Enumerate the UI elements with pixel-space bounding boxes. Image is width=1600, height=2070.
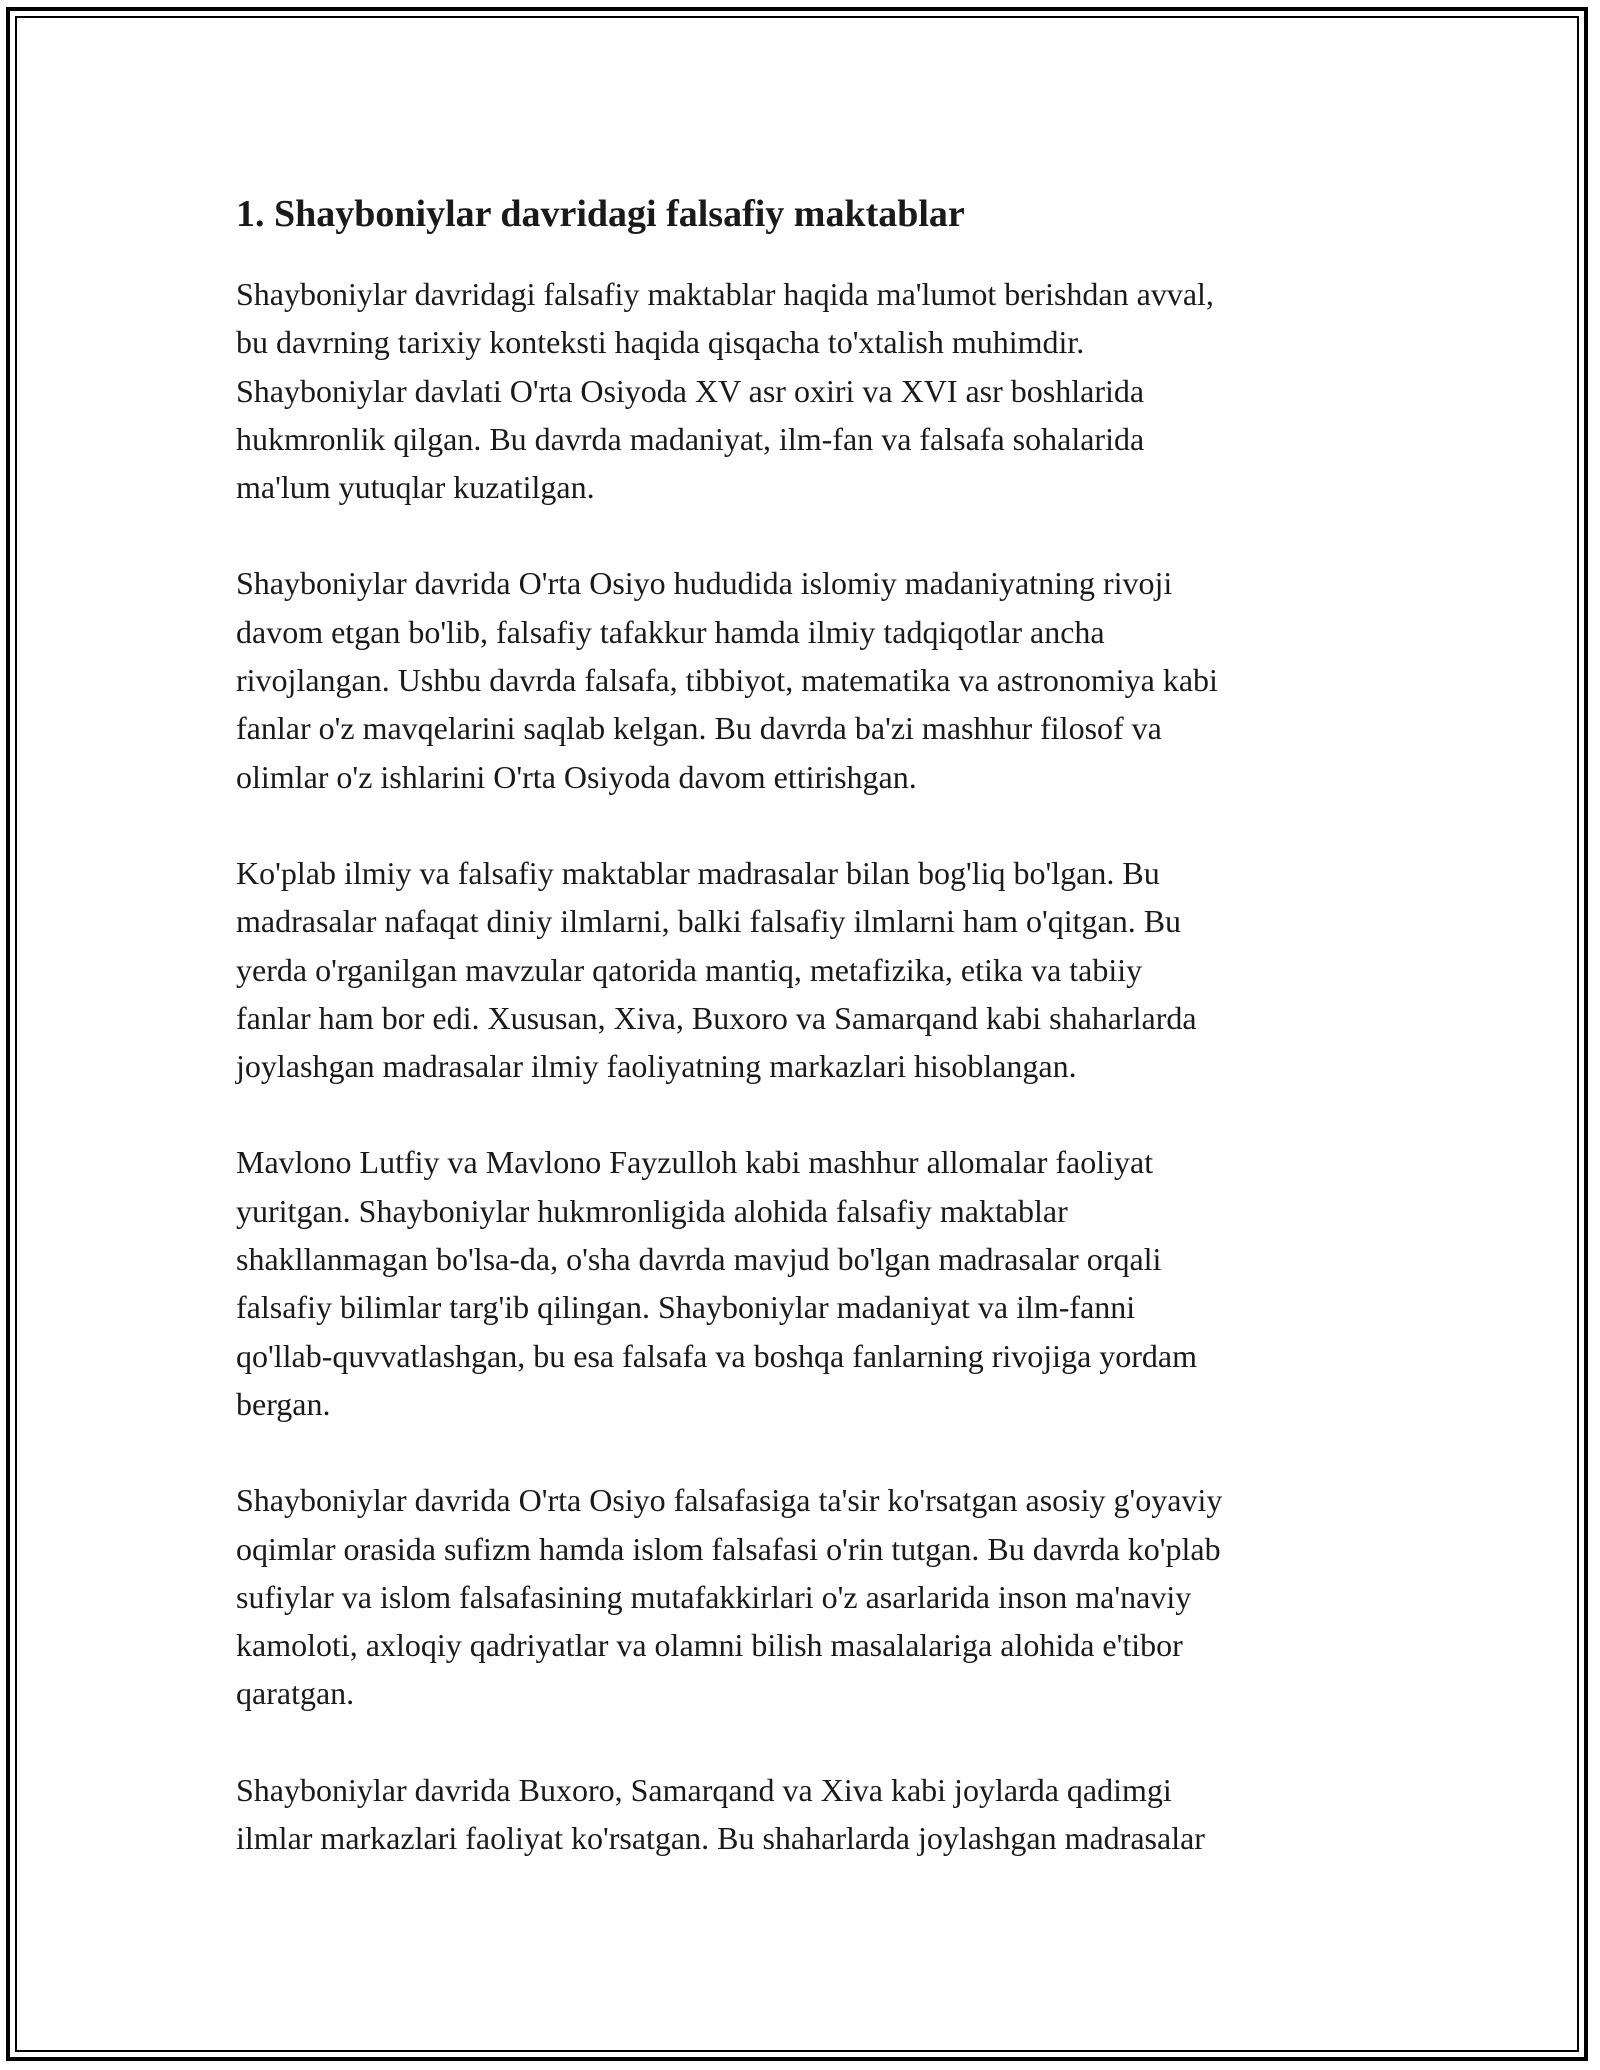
paragraph-line: Shayboniylar davridagi falsafiy maktablar haqida ma'lumot berishdan avval, xyxy=(236,276,1214,312)
paragraph-line: fanlar ham bor edi. Xususan, Xiva, Buxoro va Samarqand kabi shaharlarda xyxy=(236,999,1197,1036)
paragraph-4 xyxy=(236,1138,1366,1428)
paragraph-line: qo'llab-quvvatlashgan, bu esa falsafa va boshqa fanlarning rivojiga yordam xyxy=(236,1337,1198,1374)
document-body xyxy=(236,186,1366,1910)
paragraph-line: qaratgan. xyxy=(236,1675,355,1712)
paragraph-line: rivojlangan. Ushbu davrda falsafa, tibbiyot, matematika va astronomiya kabi xyxy=(236,662,1218,699)
paragraph-line: hukmronlik qilgan. Bu davrda madaniyat, ilm-fan va falsafa sohalarida xyxy=(236,420,1145,457)
paragraph-line: ma'lum yutuqlar kuzatilgan. xyxy=(236,469,595,506)
paragraph-line: davom etgan bo'lib, falsafiy tafakkur hamda ilmiy tadqiqotlar ancha xyxy=(236,613,1105,650)
paragraph-line: Shayboniylar davlati O'rta Osiyoda XV asr oxiri va XVI asr boshlarida xyxy=(236,372,1145,409)
paragraph-line: Shayboniylar davrida O'rta Osiyo hududida islomiy madaniyatning rivoji xyxy=(236,565,1173,602)
paragraph-line: kamoloti, axloqiy qadriyatlar va olamni bilish masalalariga alohida e'tibor xyxy=(236,1627,1183,1664)
paragraph-1 xyxy=(236,270,1366,511)
paragraph-line: sufiylar va islom falsafasining mutafakkirlari o'z asarlarida inson ma'naviy xyxy=(236,1578,1192,1615)
paragraph-line: olimlar o'z ishlarini O'rta Osiyoda davom ettirishgan. xyxy=(236,758,917,795)
paragraph-line: falsafiy bilimlar targ'ib qilingan. Shayboniylar madaniyat va ilm-fanni xyxy=(236,1289,1136,1326)
paragraph-line: bergan. xyxy=(236,1385,331,1422)
paragraph-line: Ko'plab ilmiy va falsafiy maktablar madrasalar bilan bog'liq bo'lgan. Bu xyxy=(236,854,1160,891)
paragraph-line: bu davrning tarixiy konteksti haqida qisqacha to'xtalish muhimdir. xyxy=(236,324,1085,361)
paragraph-2 xyxy=(236,559,1366,800)
paragraph-line: Mavlono Lutfiy va Mavlono Fayzulloh kabi mashhur allomalar faoliyat xyxy=(236,1144,1154,1181)
paragraph-line: yuritgan. Shayboniylar hukmronligida alohida falsafiy maktablar xyxy=(236,1192,1068,1229)
paragraph-line: ilmlar markazlari faoliyat ko'rsatgan. Bu shaharlarda joylashgan madrasalar xyxy=(236,1820,1205,1857)
paragraph-line: Shayboniylar davrida O'rta Osiyo falsafasiga ta'sir ko'rsatgan asosiy g'oyaviy xyxy=(236,1482,1223,1519)
paragraph-line: Shayboniylar davrida Buxoro, Samarqand va Xiva kabi joylarda qadimgi xyxy=(236,1771,1172,1808)
paragraph-5 xyxy=(236,1476,1366,1717)
paragraph-line: shakllanmagan bo'lsa-da, o'sha davrda mavjud bo'lgan madrasalar orqali xyxy=(236,1241,1162,1278)
paragraph-line: fanlar o'z mavqelarini saqlab kelgan. Bu davrda ba'zi mashhur filosof va xyxy=(236,710,1162,747)
paragraph-6 xyxy=(236,1766,1366,1863)
paragraph-line: madrasalar nafaqat diniy ilmlarni, balki falsafiy ilmlarni ham o'qitgan. Bu xyxy=(236,903,1182,940)
section-heading: 1. Shayboniylar davridagi falsafiy maktablar xyxy=(236,193,965,235)
paragraph-line: joylashgan madrasalar ilmiy faoliyatning markazlari hisoblangan. xyxy=(236,1048,1077,1085)
paragraph-line: yerda o'rganilgan mavzular qatorida mantiq, metafizika, etika va tabiiy xyxy=(236,951,1143,988)
paragraph-3 xyxy=(236,849,1366,1090)
paragraph-line: oqimlar orasida sufizm hamda islom falsafasi o'rin tutgan. Bu davrda ko'plab xyxy=(236,1530,1221,1567)
